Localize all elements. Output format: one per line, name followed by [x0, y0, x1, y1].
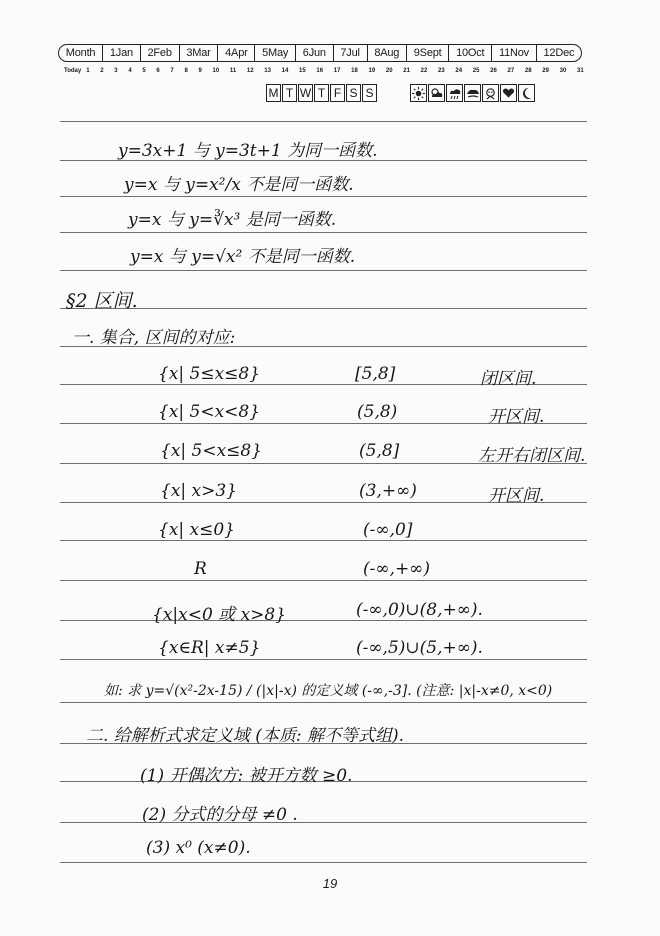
- note-line-3: y=x 与 y=∛x³ 是同一函数.: [128, 210, 337, 230]
- month-dec: 12Dec: [536, 45, 581, 61]
- weekday-box: T: [282, 84, 297, 102]
- part2-title: 二. 给解析式求定义域 (本质: 解不等式组).: [86, 726, 405, 746]
- month-jun: 6Jun: [295, 45, 333, 61]
- month-strip: [58, 44, 582, 62]
- month-may: 5May: [254, 45, 295, 61]
- note-line-4: y=x 与 y=√x² 不是同一函数.: [130, 247, 356, 267]
- month-aug: 8Aug: [367, 45, 406, 61]
- ruled-line: [60, 862, 587, 863]
- day-number: 5: [142, 68, 146, 74]
- set-notation: R: [194, 559, 207, 579]
- day-number: 9: [198, 68, 202, 74]
- day-number: 13: [264, 68, 271, 74]
- day-number: 21: [403, 68, 410, 74]
- day-number: 14: [281, 68, 289, 74]
- day-number: 26: [490, 68, 497, 74]
- day-number: 16: [316, 68, 324, 74]
- set-notation: {x| x≤0}: [158, 520, 235, 540]
- ruled-line: [60, 659, 587, 660]
- day-number: 29: [542, 68, 549, 74]
- interval-notation: (5,8]: [359, 441, 400, 461]
- part1-title: 一. 集合, 区间的对应:: [72, 328, 236, 348]
- month-apr: 4Apr: [217, 45, 254, 61]
- ruled-line: [60, 232, 587, 233]
- set-notation: {x|x<0 或 x>8}: [152, 605, 287, 625]
- set-notation: {x| 5≤x≤8}: [158, 364, 261, 384]
- month-label: Month: [65, 47, 96, 59]
- weather-boxes: [410, 84, 536, 102]
- weekday-box: S: [362, 84, 377, 102]
- day-number: 11: [229, 68, 237, 74]
- example-line: 如: 求 y=√(x²-2x-15) / (|x|-x) 的定义域 (-∞,-3]. (注意: |x|-x≠0, x<0): [104, 683, 553, 699]
- set-notation: {x∈R| x≠5}: [158, 638, 261, 658]
- month-jan: 1Jan: [102, 45, 140, 61]
- ruled-line: [60, 822, 587, 823]
- day-number: 7: [170, 68, 174, 74]
- day-number: 8: [184, 68, 188, 74]
- month-mar: 3Mar: [179, 45, 218, 61]
- day-number: 18: [351, 68, 358, 74]
- month-feb: 2Feb: [140, 45, 179, 61]
- interval-name: 开区间.: [488, 486, 545, 506]
- interval-notation: (-∞,0]: [363, 520, 413, 540]
- day-numbers: [86, 68, 584, 74]
- ruled-line: [60, 270, 587, 271]
- day-number: 4: [128, 68, 132, 74]
- note-line-1: y=3x+1 与 y=3t+1 为同一函数.: [118, 141, 378, 161]
- month-sept: 9Sept: [406, 45, 448, 61]
- ruled-line: [60, 196, 587, 197]
- rain-icon: [446, 84, 463, 102]
- page-number: 19: [322, 876, 338, 891]
- domain-rule-2: (2) 分式的分母 ≠0 .: [142, 805, 298, 825]
- set-notation: {x| 5<x≤8}: [160, 441, 263, 461]
- day-number: 12: [246, 68, 254, 74]
- ruled-line: [60, 702, 587, 703]
- ruled-line: [60, 308, 587, 309]
- section-title: §2 区间.: [66, 290, 138, 312]
- day-number: 27: [507, 68, 515, 74]
- interval-notation: (5,8): [357, 402, 398, 422]
- weekday-boxes: [266, 84, 378, 103]
- day-number: 20: [385, 68, 393, 74]
- sun-icon: [410, 84, 427, 102]
- day-number: 30: [559, 68, 567, 74]
- ruled-line: [60, 620, 587, 621]
- month-nov: 11Nov: [491, 45, 536, 61]
- day-number: 31: [577, 68, 584, 74]
- note-line-2: y=x 与 y=x²/x 不是同一函数.: [124, 175, 354, 195]
- day-number: 10: [212, 68, 220, 74]
- weekday-box: T: [314, 84, 329, 102]
- ruled-line: [60, 540, 587, 541]
- day-number: 3: [114, 68, 118, 74]
- day-number: 1: [86, 68, 90, 74]
- set-notation: {x| x>3}: [160, 481, 237, 501]
- ruled-line: [60, 121, 587, 122]
- cloudy-icon: [428, 84, 445, 102]
- interval-notation: (-∞,0)∪(8,+∞).: [356, 600, 483, 620]
- interval-notation: (-∞,5)∪(5,+∞).: [356, 638, 483, 658]
- moon-icon: [518, 84, 535, 102]
- domain-rule-3: (3) x⁰ (x≠0).: [146, 838, 251, 858]
- month-oct: 10Oct: [448, 45, 491, 61]
- day-number: 15: [299, 68, 306, 74]
- windy-icon: [464, 84, 481, 102]
- day-strip: [64, 66, 584, 76]
- heart-icon: [500, 84, 517, 102]
- weekday-box: S: [346, 84, 361, 102]
- interval-notation: (-∞,+∞): [363, 559, 430, 579]
- set-notation: {x| 5<x<8}: [158, 402, 261, 422]
- interval-name: 闭区间.: [480, 369, 537, 389]
- day-number: 28: [524, 68, 532, 74]
- day-number: 19: [368, 68, 376, 74]
- snow-icon: [482, 84, 499, 102]
- day-number: 23: [438, 68, 445, 74]
- interval-name: 开区间.: [488, 407, 545, 427]
- interval-name: 左开右闭区间.: [478, 446, 586, 466]
- weekday-box: W: [299, 86, 312, 100]
- month-jul: 7Jul: [333, 45, 367, 61]
- weekday-box: M: [266, 84, 281, 102]
- day-number: 6: [156, 68, 160, 74]
- today-label: Today: [64, 68, 82, 74]
- day-number: 17: [333, 68, 341, 74]
- domain-rule-1: (1) 开偶次方: 被开方数 ≥0.: [140, 766, 353, 786]
- day-number: 2: [100, 68, 104, 74]
- day-number: 24: [455, 68, 463, 74]
- day-number: 22: [420, 68, 428, 74]
- interval-notation: [5,8]: [355, 364, 396, 384]
- ruled-line: [60, 580, 587, 581]
- interval-notation: (3,+∞): [359, 481, 417, 501]
- weekday-box: F: [330, 84, 345, 102]
- day-number: 25: [472, 68, 480, 74]
